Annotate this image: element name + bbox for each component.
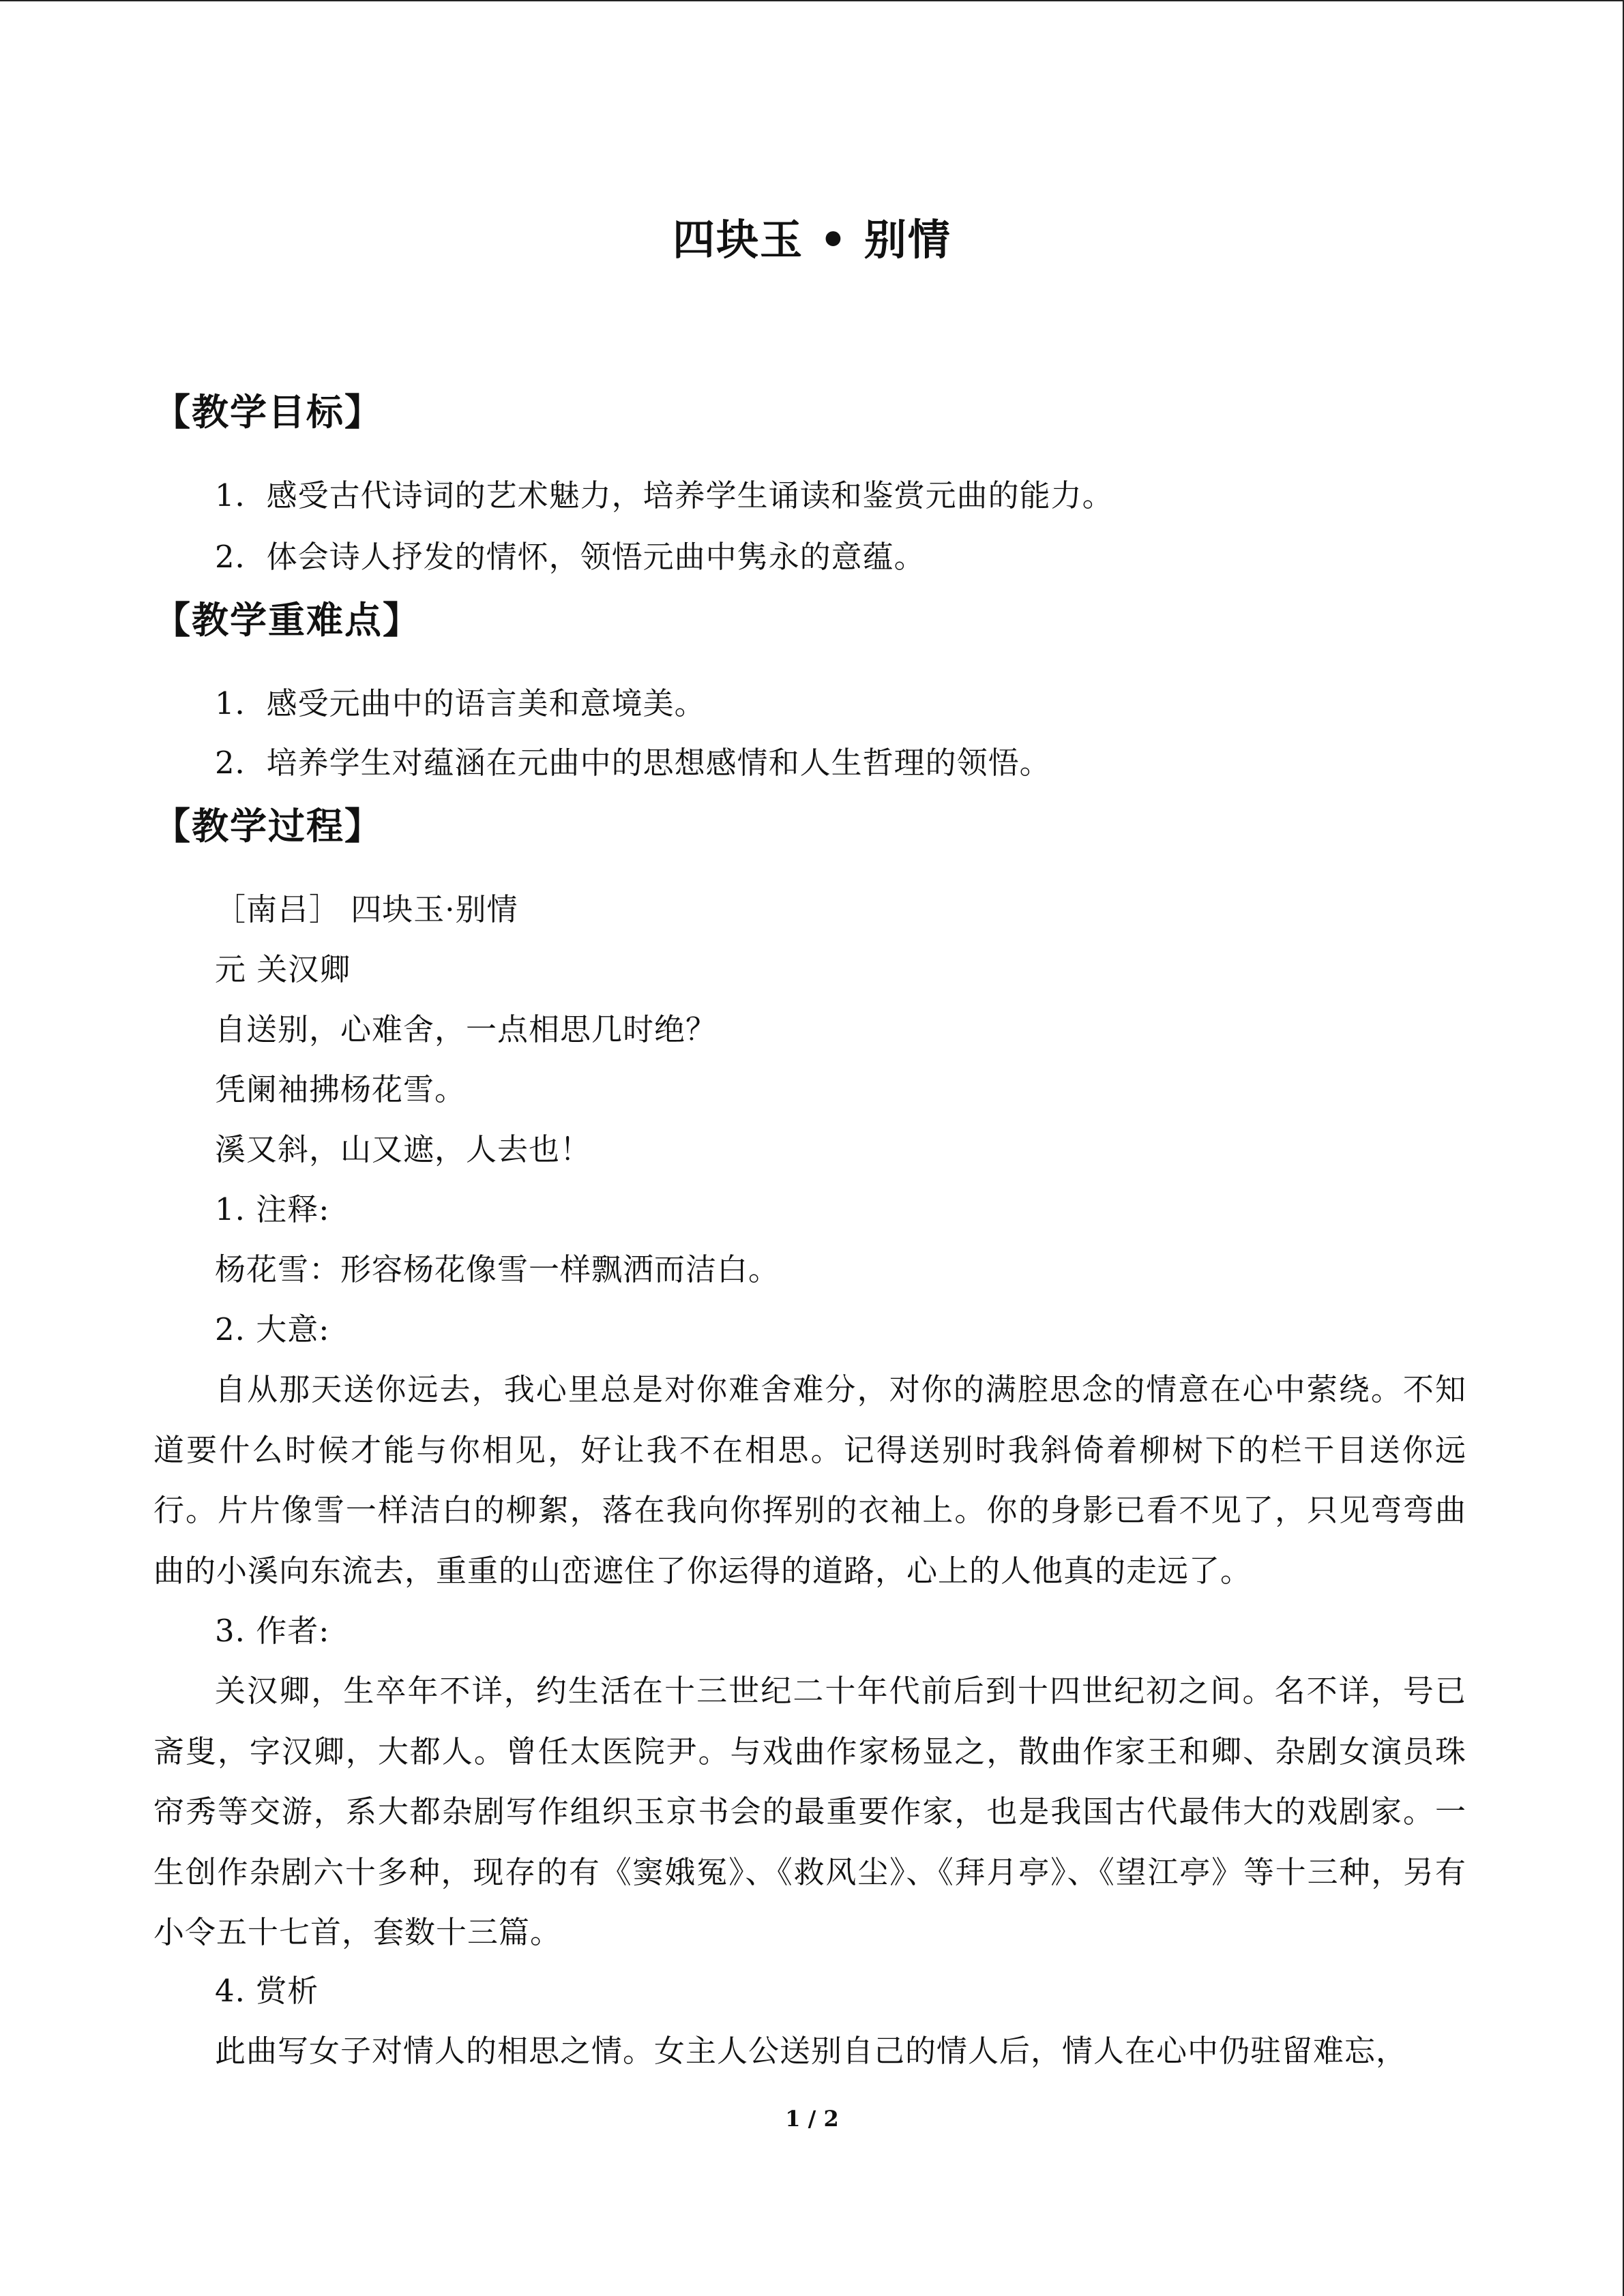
analysis-label: 4. 赏析 [215, 1973, 319, 2009]
meaning-label: 2. 大意: [215, 1311, 330, 1347]
analysis-paragraph: 此曲写女子对情人的相思之情。女主人公送别自己的情人后，情人在心中仍驻留难忘， [215, 2033, 1408, 2069]
author-paragraph: 关汉卿，生卒年不详，约生活在十三世纪二十年代前后到十四世纪初之间。名不详，号已斋叟，字汉卿，大都人。曾任太医院尹。与戏曲作家杨显之，散曲作家王和卿、杂剧女演员珠帘秀等交游，系大都杂剧写作组织玉京书会的最重要作家，也是我国古代最伟大的戏剧家。一生创作杂剧六十多种，现存的有《窦娥冤》、《救风尘》、《拜月亭》、《望江亭》等十三种，另有小令五十七首，套数十三篇。 [153, 1673, 1466, 1950]
author-label: 3. 作者: [215, 1613, 330, 1649]
section-heading-difficulties: 【教学重难点】 [153, 599, 421, 642]
meaning-paragraph: 自从那天送你远去，我心里总是对你难舍难分，对你的满腔思念的情意在心中萦绕。不知道要什么时候才能与你相见，好让我不在相思。记得送别时我斜倚着柳树下的栏干目送你远行。片片像雪一样洁白的柳絮，落在我向你挥别的衣袖上。你的身影已看不见了，只见弯弯曲曲的小溪向东流去，重重的山峦遮住了你运得的道路，心上的人他真的走远了。 [153, 1371, 1466, 1589]
poem-line-3: 溪又斜，山又遮，人去也！ [215, 1131, 592, 1167]
poem-line-1: 自送别，心难舍，一点相思几时绝？ [215, 1011, 718, 1047]
poem-line-2: 凭阑袖拂杨花雪。 [215, 1071, 467, 1107]
page-number: 1 / 2 [785, 2106, 839, 2132]
goal-item-2: 2．体会诗人抒发的情怀，领悟元曲中隽永的意蕴。 [215, 539, 926, 575]
document-title: 四块玉 • 别情 [673, 215, 951, 265]
difficulty-item-2: 2．培养学生对蕴涵在元曲中的思想感情和人生哲理的领悟。 [215, 745, 1051, 781]
section-heading-process: 【教学过程】 [153, 805, 383, 848]
section-heading-goals: 【教学目标】 [153, 391, 383, 434]
poem-title: ［南吕］ 四块玉·别情 [215, 891, 518, 927]
poem-author: 元 关汉卿 [215, 951, 351, 987]
notes-label: 1. 注释: [215, 1191, 330, 1227]
difficulty-item-1: 1．感受元曲中的语言美和意境美。 [215, 685, 706, 721]
notes-text: 杨花雪：形容杨花像雪一样飘洒而洁白。 [215, 1251, 780, 1287]
goal-item-1: 1．感受古代诗词的艺术魅力，培养学生诵读和鉴赏元曲的能力。 [215, 477, 1114, 513]
